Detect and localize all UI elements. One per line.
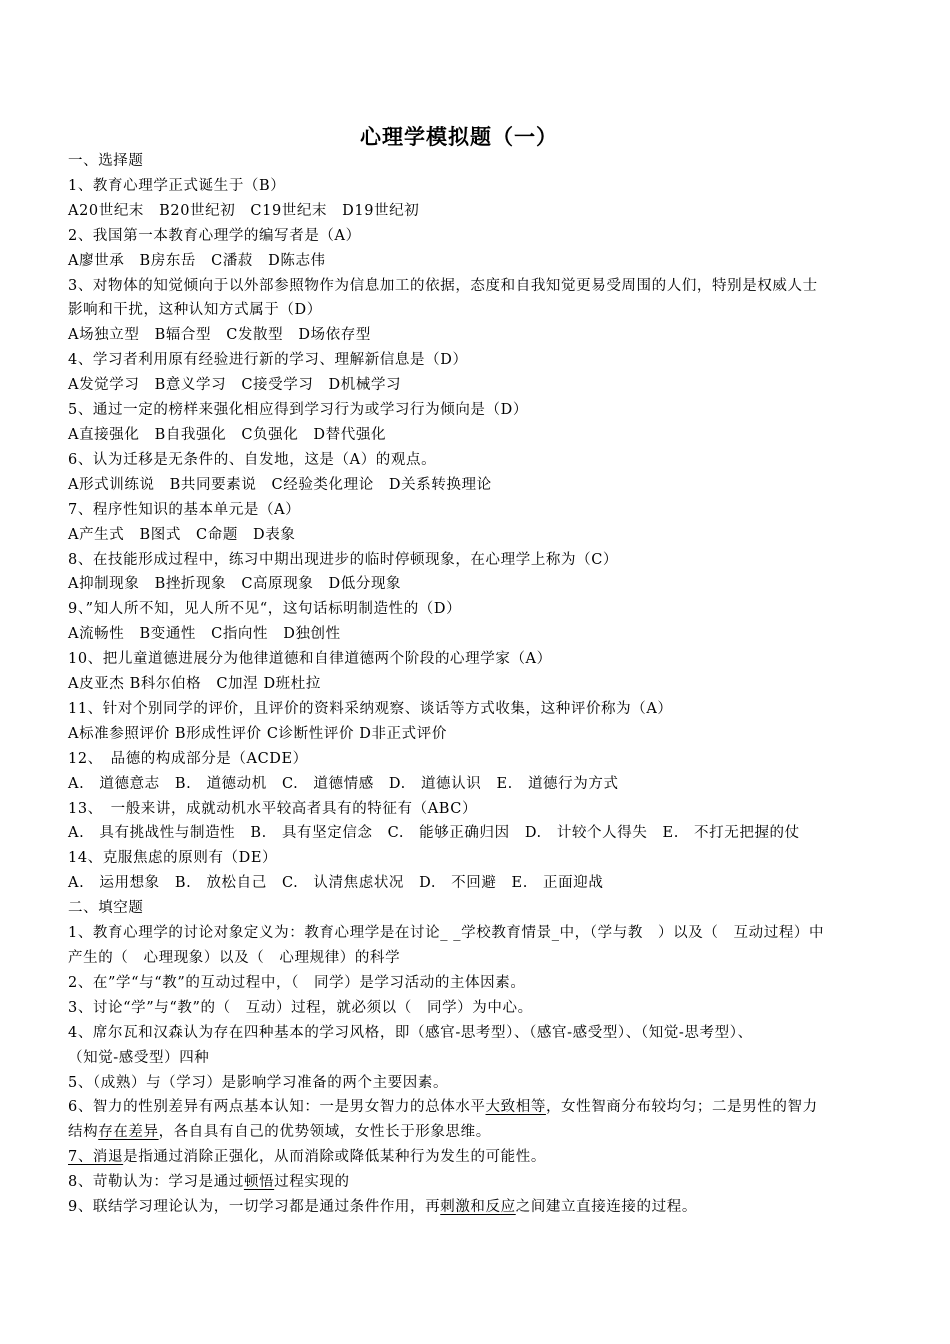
text-line [68,199,908,224]
text-line [68,722,908,747]
text-segment: 之间建立直接连接的过程。 [515,1199,697,1216]
text-segment: 产生的（ 心理现象）以及（ 心理规律）的科学 [68,950,401,966]
text-segment: A廖世承 B房东岳 C潘菽 D陈志伟 [68,252,326,269]
document-body [68,149,908,1220]
text-line [68,697,908,722]
text-segment: （知觉-感受型）四种 [68,1049,210,1066]
text-segment: 6、认为迁移是无条件的、自发地，这是（A）的观点。 [68,451,437,468]
text-segment: A. 道德意志 B. 道德动机 C. 道德情感 D. 道德认识 E. 道德行为方式 [68,775,619,792]
text-line [68,473,908,498]
text-segment: 14、克服焦虑的原则有（DE） [68,850,278,867]
underlined-text: 存在差异 [98,1124,159,1141]
text-line [68,274,908,299]
text-segment: 2、在”学“与“教”的互动过程中，（ 同学）是学习活动的主体因素。 [68,974,526,991]
text-line [68,821,908,846]
text-segment: A产生式 B图式 C命题 D表象 [68,526,296,543]
text-line [68,1170,908,1195]
text-line [68,1021,908,1046]
text-line [68,174,908,199]
text-segment: 影响和干扰，这种认知方式属于（D） [68,302,322,319]
text-line [68,996,908,1021]
text-line [68,448,908,473]
text-line [68,871,908,896]
text-segment: 13、 一般来讲，成就动机水平较高者具有的特征有（ABC） [68,800,478,817]
text-line [68,797,908,822]
text-line [68,971,908,996]
text-segment: 过程实现的 [274,1174,350,1191]
text-segment: 4、学习者利用原有经验进行新的学习、理解新信息是（D） [68,352,468,369]
text-line [68,323,908,348]
underlined-text: 7、消退 [68,1149,124,1166]
text-line [68,647,908,672]
text-segment: 12、 品德的构成部分是（ACDE） [68,750,308,767]
text-segment: A形式训练说 B共同要素说 C经验类化理论 D关系转换理论 [68,476,492,493]
text-line [68,523,908,548]
text-line [68,572,908,597]
text-segment: 8、苛勒认为：学习是通过 [68,1174,244,1191]
text-line [68,672,908,697]
text-line [68,1095,908,1120]
text-segment: A标准参照评价 B形成性评价 C诊断性评价 D非正式评价 [68,725,447,742]
text-line [68,398,908,423]
text-line [68,896,908,921]
text-segment: 是指通过消除正强化，从而消除或降低某种行为发生的可能性。 [123,1149,546,1166]
text-segment: 1、教育心理学的讨论对象定义为：教育心理学是在讨论_ _学校教育情景_中，（学与教 ）以及（ 互动过程）中 [68,925,825,942]
text-segment: 3、讨论“学”与“教”的（ 互动）过程，就必须以（ 同学）为中心。 [68,999,533,1016]
text-segment: 2、我国第一本教育心理学的编写者是（A） [68,227,361,244]
text-line [68,846,908,871]
text-segment: 5、（成熟）与（学习）是影响学习准备的两个主要因素。 [68,1074,449,1091]
text-segment: 9、”知人所不知，见人所不见“，这句话标明制造性的（D） [68,601,462,618]
text-segment: 一、选择题 [68,153,144,169]
underlined-text: 大致相等 [485,1099,546,1116]
underlined-text: 顿悟 [243,1174,275,1191]
text-segment: A20世纪末 B20世纪初 C19世纪末 D19世纪初 [68,202,420,219]
text-line [68,1046,908,1071]
text-segment: A. 运用想象 B. 放松自己 C. 认清焦虑状况 D. 不回避 E. 正面迎战 [68,875,604,892]
document-title: 心理学模拟题（一） [360,125,558,149]
underlined-text: 刺激和反应 [440,1199,516,1216]
text-segment: A流畅性 B变通性 C指向性 D独创性 [68,626,341,643]
text-segment: 7、程序性知识的基本单元是（A） [68,501,301,518]
text-segment: 10、把儿童道德进展分为他律道德和自律道德两个阶段的心理学家（A） [68,651,552,668]
text-line [68,249,908,274]
text-segment: A皮亚杰 B科尔伯格 C加涅 D班杜拉 [68,676,321,693]
text-line [68,1071,908,1096]
text-segment: 二、填空题 [68,900,144,917]
text-line [68,1145,908,1170]
text-line [68,373,908,398]
text-line [68,224,908,249]
text-line [68,921,908,946]
text-line [68,772,908,797]
text-segment: 6、智力的性别差异有两点基本认知：一是男女智力的总体水平 [68,1099,486,1116]
text-segment: 1、教育心理学正式诞生于（B） [68,177,286,194]
text-segment: ，女性智商分布较均匀；二是男性的智力 [545,1099,818,1116]
text-line [68,747,908,772]
text-line [68,498,908,523]
text-segment: 3、对物体的知觉倾向于以外部参照物作为信息加工的依据，态度和自我知觉更易受周围的人们，特别是权威人士 [68,277,818,294]
text-line [68,946,908,971]
text-segment: 11、针对个别同学的评价，且评价的资料采纳观察、谈话等方式收集，这种评价称为（A） [68,700,673,717]
text-segment: A直接强化 B自我强化 C负强化 D替代强化 [68,426,387,443]
text-segment: A抑制现象 B挫折现象 C高原现象 D低分现象 [68,576,402,593]
text-line [68,622,908,647]
text-segment: A. 具有挑战性与制造性 B. 具有坚定信念 C. 能够正确归因 D. 计较个人得失 E. 不打无把握的仗 [68,825,800,842]
text-line [68,348,908,373]
text-segment: 结构 [68,1124,99,1141]
text-line [68,597,908,622]
text-line [68,298,908,323]
text-segment: ，各自具有自己的优势领域，女性长于形象思维。 [158,1124,491,1141]
text-segment: A发觉学习 B意义学习 C接受学习 D机械学习 [68,377,402,394]
text-segment: 8、在技能形成过程中，练习中期出现进步的临时停顿现象，在心理学上称为（C） [68,551,619,568]
text-line [68,548,908,573]
text-line [68,423,908,448]
text-line [68,1120,908,1145]
text-line [68,149,908,174]
text-segment: A场独立型 B辐合型 C发散型 D场依存型 [68,327,371,344]
text-segment: 4、席尔瓦和汉森认为存在四种基本的学习风格，即（感官-思考型）、（感官-感受型）、（知觉-思考型）、 [68,1024,753,1041]
text-segment: 5、通过一定的榜样来强化相应得到学习行为或学习行为倾向是（D） [68,402,528,419]
text-segment: 9、联结学习理论认为，一切学习都是通过条件作用，再 [68,1199,441,1216]
text-line [68,1195,908,1220]
